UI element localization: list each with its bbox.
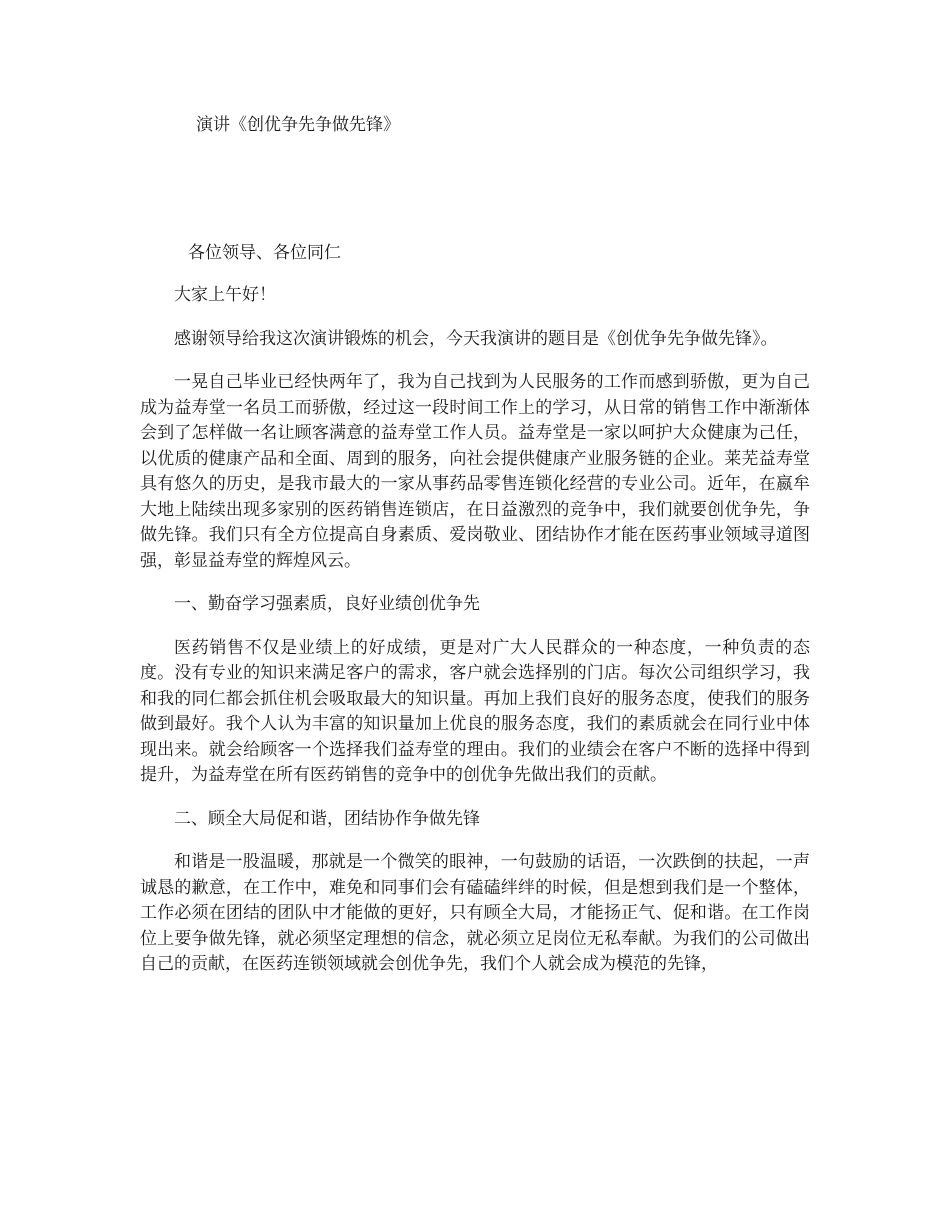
document-body — [140, 283, 810, 996]
paragraph-2: 医药销售不仅是业绩上的好成绩，更是对广大人民群众的一种态度，一种负责的态度。没有专业的知识来满足客户的需求，客户就会选择别的门店。每次公司组织学习，我和我的同仁都会抓住机会吸取最大的知识量。再加上我们良好的服务态度，使我们的服务做到最好。我个人认为丰富的知识量加上优良的服务态度，我们的素质就会在同行业中体现出来。就会给顾客一个选择我们益寿堂的理由。我们的业绩会在客户不断的选择中得到提升，为益寿堂在所有医药销售的竞争中的创优争先做出我们的贡献。 — [140, 637, 810, 785]
paragraph-3: 和谐是一股温暖，那就是一个微笑的眼神，一句鼓励的话语，一次跌倒的扶起，一声诚恳的歉意，在工作中，难免和同事们会有磕磕绊绊的时候，但是想到我们是一个整体，工作必须在团结的团队中才能做的更好，只有顾全大局，才能扬正气、促和谐。在工作岗位上要争做先锋，就必须坚定理想的信念，就必须立足岗位无私奉献。为我们的公司做出自己的贡献，在医药连锁领域就会创优争先，我们个人就会成为模范的先锋， — [140, 852, 810, 974]
paragraph-intro: 感谢领导给我这次演讲锻炼的机会，今天我演讲的题目是《创优争先争做先锋》。 — [174, 328, 778, 349]
section-heading-1: 一、勤奋学习强素质，良好业绩创优争先 — [174, 594, 480, 614]
section-heading-2: 二、顾全大局促和谐，团结协作争做先锋 — [174, 808, 480, 829]
document-title: 演讲《创优争先争做先锋》 — [196, 115, 400, 135]
greeting: 大家上午好！ — [174, 285, 276, 305]
paragraph-1: 一晃自己毕业已经快两年了，我为自己找到为人民服务的工作而感到骄傲，更为自己成为益寿堂一名员工而骄傲，经过这一段时间工作上的学习，从日常的销售工作中渐渐体会到了怎样做一名让顾客满意的益寿堂工作人员。益寿堂是一家以呵护大众健康为己任，以优质的健康产品和全面、周到的服务，向社会提供健康产业服务链的企业。莱芜益寿堂具有悠久的历史，是我市最大的一家从事药品零售连锁化经营的专业公司。近年，在嬴牟大地上陆续出现多家别的医药销售连锁店，在日益激烈的竞争中，我们就要创优争先，争做先锋。我们只有全方位提高自身素质、爱岗敬业、团结协作才能在医药事业领域寻道图强，彰显益寿堂的辉煌风云。 — [140, 372, 810, 571]
salutation: 各位领导、各位同仁 — [188, 243, 341, 263]
